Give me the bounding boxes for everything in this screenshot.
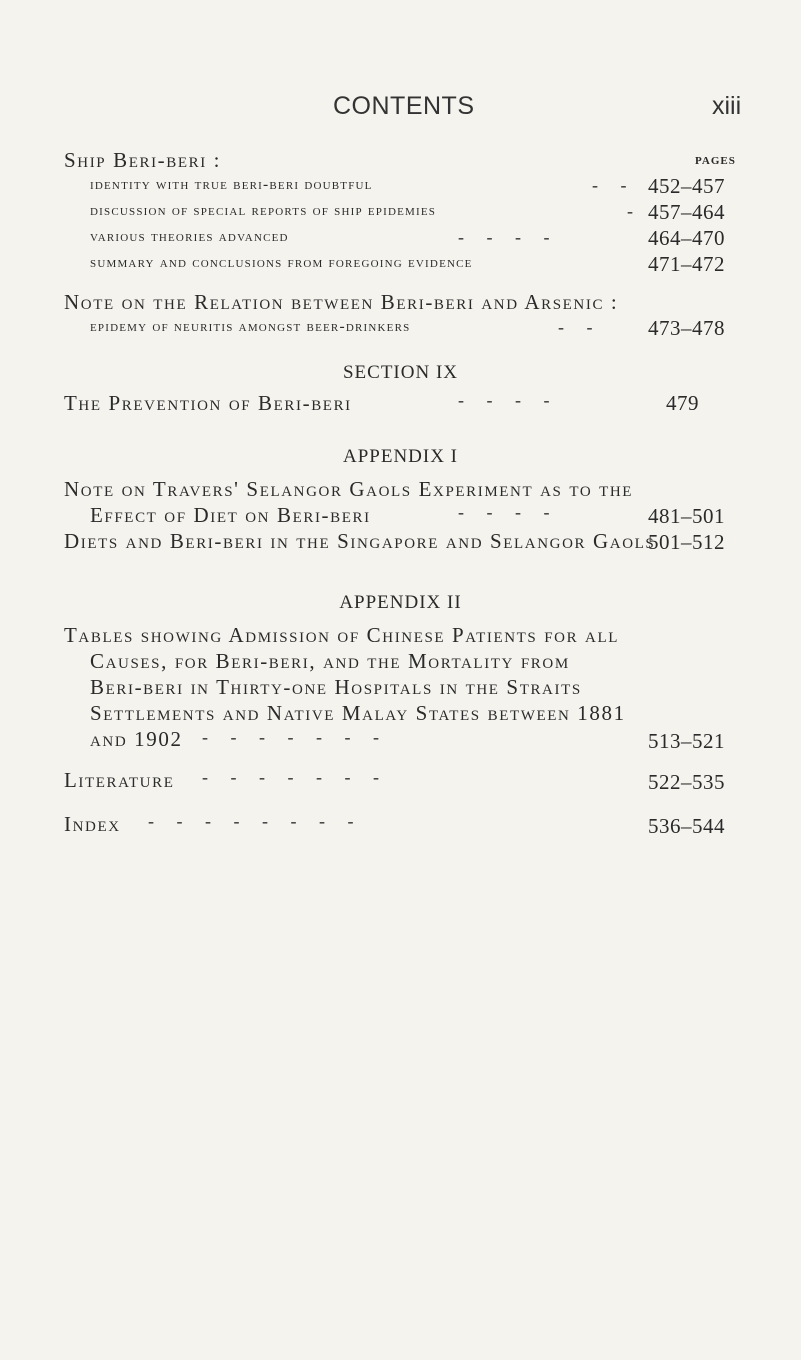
toc-leader-dashes: - -: [592, 175, 627, 195]
toc-entry-pages: 457–464: [648, 200, 725, 224]
toc-entry-label: identity with true beri-beri doubtful: [90, 176, 373, 193]
toc-entry-label: discussion of special reports of ship epidemies: [90, 202, 437, 219]
toc-entry-pages: 452–457: [648, 174, 725, 198]
toc-entry-pages: 471–472: [648, 252, 725, 276]
ship-beriberi-title: Ship Beri-beri :: [64, 148, 222, 172]
running-header-page-number: xiii: [712, 92, 742, 120]
toc-entry-pages: 473–478: [648, 316, 725, 340]
toc-leader-dashes: - -: [558, 317, 593, 337]
toc-leader-dashes: - - - -: [458, 502, 550, 522]
toc-entry-label: various theories advanced: [90, 228, 289, 245]
toc-entry-label: Beri-beri in Thirty-one Hospitals in the Straits: [90, 675, 582, 699]
toc-entry-pages: 481–501: [648, 504, 725, 528]
toc-entry-pages: 536–544: [648, 814, 725, 838]
toc-leader-dashes: -: [627, 201, 633, 221]
toc-leader-dashes: - - - - - - -: [202, 767, 379, 787]
toc-entry-label: epidemy of neuritis amongst beer-drinkers: [90, 318, 411, 335]
toc-entry-pages: 513–521: [648, 729, 725, 753]
toc-leader-dashes: - - - -: [458, 390, 550, 410]
toc-entry-label: Index: [64, 812, 121, 836]
toc-leader-dashes: - - - -: [458, 227, 550, 247]
toc-leader-dashes: - - - - - - - -: [148, 811, 354, 831]
toc-entry-label: Tables showing Admission of Chinese Patients for all: [64, 623, 619, 647]
toc-entry-label: Settlements and Native Malay States between 1881: [90, 701, 626, 725]
toc-entry-label: The Prevention of Beri-beri: [64, 391, 352, 415]
toc-entry-label: Literature: [64, 768, 175, 792]
arsenic-note-title: Note on the Relation between Beri-beri and Arsenic :: [64, 290, 619, 314]
toc-entry-label: Note on Travers' Selangor Gaols Experiment as to the: [64, 477, 634, 501]
toc-entry-pages: 501–512: [648, 530, 725, 554]
appendix-heading: APPENDIX II: [339, 592, 462, 613]
toc-entry-label: Diets and Beri-beri in the Singapore and Selangor Gaols: [64, 529, 656, 553]
running-header-title: CONTENTS: [333, 92, 475, 120]
toc-entry-label: Causes, for Beri-beri, and the Mortality from: [90, 649, 570, 673]
section-heading: SECTION IX: [342, 362, 459, 383]
toc-leader-dashes: - - - - - - -: [202, 727, 379, 747]
appendix-heading: APPENDIX I: [342, 446, 459, 467]
toc-entry-label: Effect of Diet on Beri-beri: [90, 503, 371, 527]
pages-column-label: PAGES: [695, 155, 736, 167]
toc-entry-pages: 464–470: [648, 226, 725, 250]
toc-entry-pages: 522–535: [648, 770, 725, 794]
toc-entry-label: and 1902: [90, 727, 183, 751]
toc-entry-pages: 479: [666, 391, 699, 415]
toc-entry-label: summary and conclusions from foregoing evidence: [90, 254, 473, 271]
